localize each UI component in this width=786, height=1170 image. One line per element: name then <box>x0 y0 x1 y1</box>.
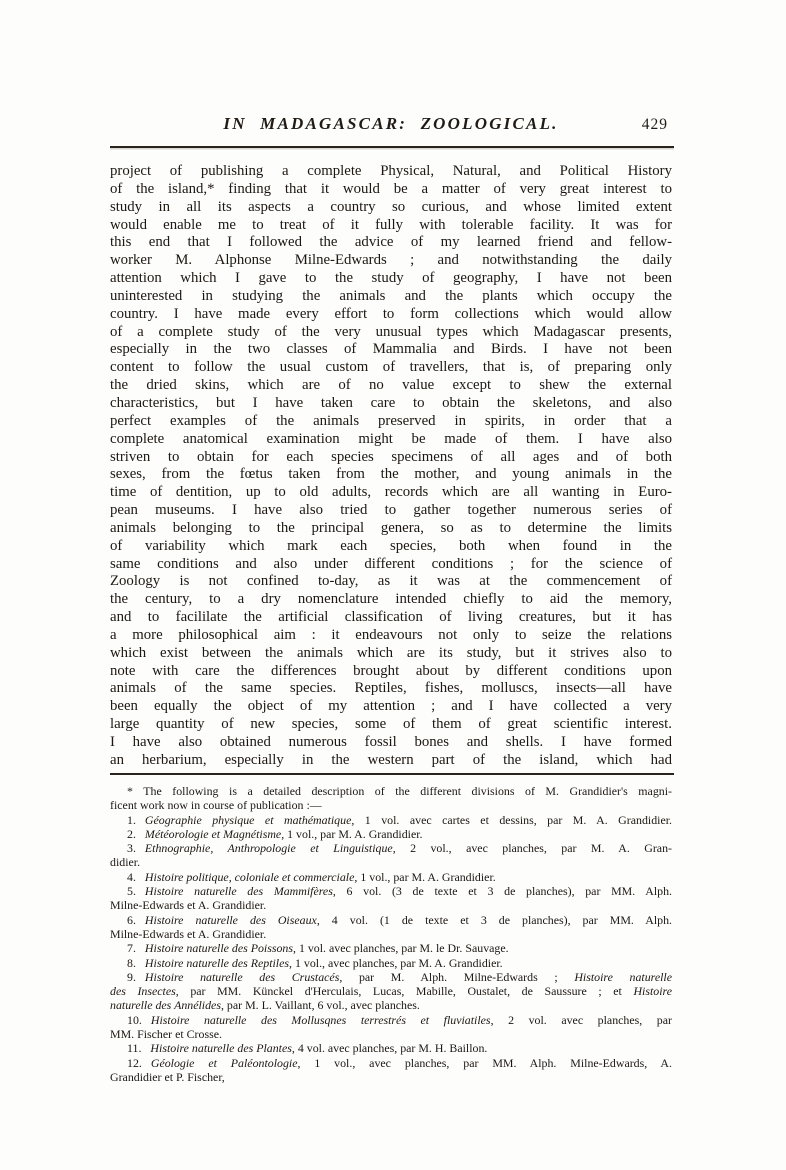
footnote-line <box>110 913 672 927</box>
footnote-text: * The following is a detailed description of the different divisions of M. Grandidier's magni- <box>127 784 672 798</box>
work-title: Histoire politique, coloniale et commerciale <box>144 869 355 884</box>
footnote-text: , 1 vol. avec cartes et dessins, par M. A. Grandidier. <box>351 812 672 827</box>
footnote-line <box>110 1070 672 1084</box>
footnote-text: , 4 vol. (1 de texte et 3 de planches), par MM. Alph. <box>316 912 672 927</box>
footnote-line <box>110 927 672 941</box>
footnote-line <box>110 998 672 1012</box>
footnote-text: , 1 vol. avec planches, par M. le Dr. Sauvage. <box>293 941 509 956</box>
footnote-text: ficent work now in course of publication :— <box>110 798 322 813</box>
footnote-line <box>110 984 672 998</box>
footnote-item-number: 10. <box>127 1012 142 1027</box>
footnote-text: , 1 vol., par M. A. Grandidier. <box>281 826 423 841</box>
body-line: the century, to a dry nomenclature intended chiefly to aid the memory, <box>110 591 672 608</box>
footnote-text: , par M. Alph. Milne-Edwards ; <box>339 969 575 984</box>
footnote-rule <box>110 773 674 775</box>
footnote <box>110 784 672 1084</box>
work-title: Histoire naturelle des Poissons <box>144 941 293 956</box>
body-line: attention which I gave to the study of geography, I have not been <box>110 270 672 287</box>
footnote-line <box>110 941 672 955</box>
footnote-item-number: 1. <box>127 812 136 827</box>
body-line: country. I have made every effort to form collections which would allow <box>110 305 672 322</box>
body-line: uninterested in studying the animals and the plants which occupy the <box>110 287 672 304</box>
footnote-item-number: 5. <box>127 884 136 899</box>
body-line: of a complete study of the very unusual types which Madagascar presents, <box>110 323 672 340</box>
footnote-line <box>110 898 672 912</box>
work-title: Histoire naturelle des Mollusqnes terrestrés et fluviatiles <box>150 1012 491 1027</box>
work-title: Histoire naturelle des Oiseaux <box>144 912 317 927</box>
footnote-text: , 4 vol. avec planches, par M. H. Baillon. <box>291 1041 488 1056</box>
footnote-item-number: 7. <box>127 941 136 956</box>
body-line: would enable me to treat of it fully with tolerable facility. It was for <box>110 216 672 233</box>
work-title: Histoire naturelle des Mammifères <box>144 884 333 899</box>
footnote-text: , 2 vol., avec planches, par M. A. Gran- <box>392 841 672 856</box>
work-title: Météorologie et Magnétisme <box>144 826 282 841</box>
body-line: characteristics, but I have taken care to obtain the skeletons, and also <box>110 394 672 411</box>
footnote-item-number: 3. <box>127 841 136 856</box>
footnote-text: didier. <box>110 855 141 870</box>
footnote-item-number: 2. <box>127 826 136 841</box>
work-title: Histoire <box>633 984 672 999</box>
header-rule <box>110 146 674 148</box>
body-line: been equally the object of my attention ; and I have collected a very <box>110 698 672 715</box>
work-title: Histoire naturelle des Plantes <box>150 1041 292 1056</box>
footnote-line <box>110 798 672 812</box>
body-line: large quantity of new species, some of them of great scientific interest. <box>110 716 672 733</box>
body-line: perfect examples of the animals preserved in spirits, in order that a <box>110 412 672 429</box>
footnote-line <box>110 841 672 855</box>
footnote-line <box>110 1027 672 1041</box>
footnote-text: , 1 vol., avec planches, par M. A. Grandidier. <box>289 955 503 970</box>
body-line: animals of the same species. Reptiles, fishes, molluscs, insects—all have <box>110 680 672 697</box>
work-title: Histoire naturelle des Crustacés <box>144 969 340 984</box>
footnote-text: Milne-Edwards et A. Grandidier. <box>110 898 267 913</box>
footnote-text: , 6 vol. (3 de texte et 3 de planches), par MM. Alph. <box>332 884 672 899</box>
footnote-line <box>110 784 672 798</box>
body-line: of variability which mark each species, both when found in the <box>110 537 672 554</box>
footnote-line <box>110 1056 672 1070</box>
body-line: same conditions and also under different conditions ; for the science of <box>110 555 672 572</box>
footnote-line <box>110 813 672 827</box>
footnote-line <box>110 827 672 841</box>
footnote-text: , par M. L. Vaillant, 6 vol., avec planches. <box>220 998 420 1013</box>
footnote-text: , par MM. Künckel d'Herculais, Lucas, Mabille, Oustalet, de Saussure ; et <box>175 984 634 999</box>
footnote-line <box>110 870 672 884</box>
body-line: a more philosophical aim : it endeavours not only to seize the relations <box>110 626 672 643</box>
footnote-text: , 1 vol., avec planches, par MM. Alph. Milne-Edwards, A. <box>297 1055 672 1070</box>
running-head <box>110 114 672 140</box>
footnote-line <box>110 956 672 970</box>
footnote-line <box>110 855 672 869</box>
body-line: worker M. Alphonse Milne-Edwards ; and notwithstanding the daily <box>110 252 672 269</box>
page-title: IN MADAGASCAR: ZOOLOGICAL. <box>223 114 559 133</box>
footnote-line <box>110 970 672 984</box>
body-line: especially in the two classes of Mammalia and Birds. I have not been <box>110 341 672 358</box>
work-title: des Insectes <box>110 984 176 999</box>
footnote-item-number: 11. <box>127 1041 142 1056</box>
body-line: and to facililate the artificial classification of living creatures, but it has <box>110 609 672 626</box>
body-text <box>110 163 672 770</box>
body-line: this end that I followed the advice of my learned friend and fellow- <box>110 234 672 251</box>
body-line: which exist between the animals which are its study, but it strives also to <box>110 644 672 661</box>
footnote-item-number: 9. <box>127 969 136 984</box>
footnote-text: Milne-Edwards et A. Grandidier. <box>110 926 267 941</box>
work-title: Géographie physique et mathématique <box>144 812 352 827</box>
body-line: complete anatomical examination might be made of them. I have also <box>110 430 672 447</box>
work-title: Ethnographie, Anthropologie et Linguistique <box>144 841 393 856</box>
footnote-line <box>110 1041 672 1055</box>
body-line: striven to obtain for each species specimens of all ages and of both <box>110 448 672 465</box>
footnote-text: , 1 vol., par M. A. Grandidier. <box>354 869 496 884</box>
work-title: Histoire naturelle <box>574 969 673 984</box>
body-line: content to follow the usual custom of travellers, that is, of preparing only <box>110 359 672 376</box>
footnote-line <box>110 884 672 898</box>
footnote-line <box>110 1013 672 1027</box>
body-line: study in all its aspects a country so curious, and whose limited extent <box>110 198 672 215</box>
body-line: pean museums. I have also tried to gather together numerous series of <box>110 502 672 519</box>
body-line: of the island,* finding that it would be a matter of very great interest to <box>110 180 672 197</box>
work-title: naturelle des Annélides <box>110 998 221 1013</box>
footnote-text: , 2 vol. avec planches, par <box>490 1012 672 1027</box>
footnote-item-number: 8. <box>127 955 136 970</box>
body-line: note with care the differences brought about by different conditions upon <box>110 662 672 679</box>
body-line: time of dentition, up to old adults, records which are all wanting in Euro- <box>110 484 672 501</box>
body-line: Zoology is not confined to-day, as it was at the commencement of <box>110 573 672 590</box>
body-line: I have also obtained numerous fossil bones and shells. I have formed <box>110 734 672 750</box>
body-line: sexes, from the fœtus taken from the mother, and young animals in the <box>110 466 672 483</box>
footnote-text: Grandidier et P. Fischer, <box>110 1069 225 1084</box>
page-number: 429 <box>641 116 668 133</box>
footnote-item-number: 12. <box>127 1055 142 1070</box>
work-title: Histoire naturelle des Reptiles <box>144 955 290 970</box>
body-line: the dried skins, which are of no value except to shew the external <box>110 377 672 394</box>
work-title: Géologie et Paléontologie <box>150 1055 298 1070</box>
body-line: an herbarium, especially in the western part of the island, which had <box>110 751 672 768</box>
body-line: animals belonging to the principal genera, so as to determine the limits <box>110 519 672 536</box>
footnote-text: MM. Fischer et Crosse. <box>110 1027 222 1042</box>
body-line: project of publishing a complete Physical, Natural, and Political History <box>110 163 672 179</box>
footnote-item-number: 4. <box>127 869 136 884</box>
footnote-item-number: 6. <box>127 912 136 927</box>
